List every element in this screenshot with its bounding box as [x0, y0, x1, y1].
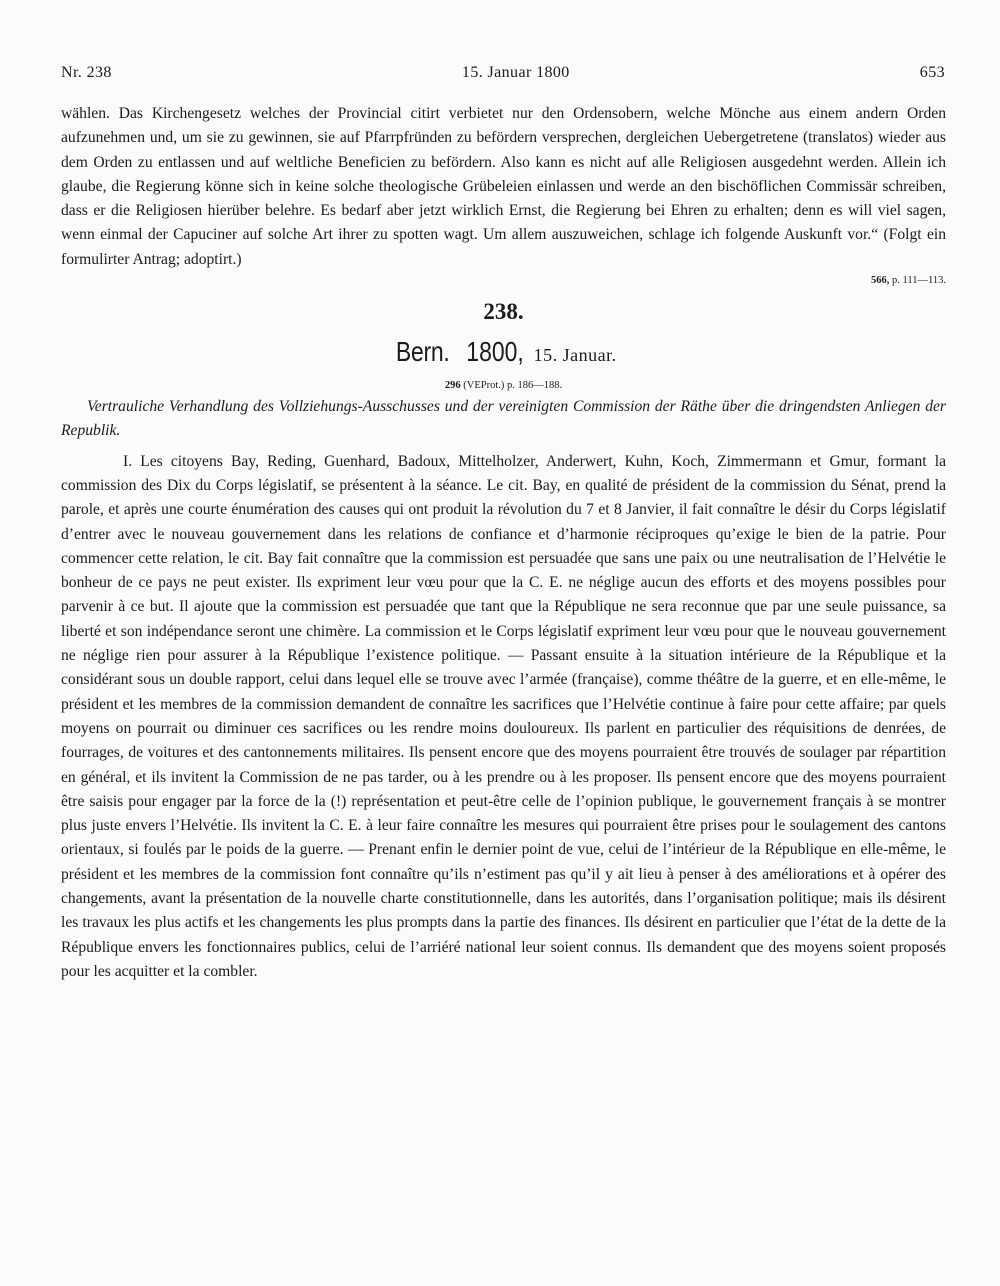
- document-city: Bern.: [396, 336, 450, 368]
- document-dateline: [61, 332, 946, 377]
- source-reference: [61, 377, 946, 395]
- page-number: 653: [919, 64, 945, 81]
- cross-reference: [61, 273, 946, 289]
- page-body: [61, 102, 946, 984]
- header-date: 15. Januar 1800: [461, 64, 570, 81]
- main-paragraph: I. Les citoyens Bay, Reding, Guenhard, Badoux, Mittelholzer, Anderwert, Kuhn, Koch, Zimmermann et Gmur, formant la commission des Dix du Corps législatif, se présentent à la séance. Le cit. Bay, en qualité de président de la commission du Sénat, prend la parole, et après une courte énumération des causes qui ont produit la révolution du 7 et 8 Janvier, il fait connaître le désir du Corps législatif d’entrer avec le nouveau gouvernement dans les relations de confiance et d’harmonie réciproques qu’exige le bien de la patrie. Pour commencer cette relation, le cit. Bay fait connaître que la commission est persuadée que sans une paix ou une neutralisation de l’Helvétie le bonheur de ce pays ne peut exister. Ils expriment leur vœu pour que la C. E. ne néglige aucun des efforts et des moyens possibles pour parvenir à ce but. Il ajoute que la commission est persuadée que tant que la République ne sera reconnue que par une seule puissance, sa liberté et son indépendance seront une chimère. La commission et le Corps législatif expriment leur vœu pour que le nouveau gouvernement ne néglige rien pour assurer à la République l’existence politique. — Passant ensuite à la situation intérieure de la République et la considérant sous un double rapport, celui dans lequel elle se trouve avec l’armée (française), comme théâtre de la guerre, et en elle-même, le président et les membres de la commission demandent de connaître les sacrifices que l’Helvétie continue à faire pour cette affaire; par quels moyens on pourrait ou diminuer ces sacrifices ou les rendre moins douloureux. Ils parlent en particulier des réquisitions de denrées, de fourrages, de voitures et des cantonnements militaires. Ils pensent encore que des moyens pourraient être trouvés de soulager par répartition en général, et ils invitent la Commission de ne pas tarder, ou à les prendre ou à les proposer. Ils pensent encore que des moyens pourraient être saisis pour engager par la force de la (!) représentation et peut-être celle de l’opinion publique, le gouvernement français à se montrer plus juste envers l’Helvétie. Ils invitent la C. E. à leur faire connaître les mesures qui pourraient être prises pour le soulagement des cantons orientaux, si foulés par le poids de la guerre. — Prenant enfin le dernier point de vue, celui de l’intérieur de la République en elle-même, le président et les membres de la commission font connaître qu’ils n’estiment pas qu’il y ait lieu à penser à des améliorations et à opérer des changements, avant la présentation de la nouvelle charte constitutionnelle, dans les autorités, dans l’organisation politique; mais ils désirent les travaux les plus actifs et les changements les plus prompts dans la partie des finances. Ils désirent en particulier que l’état de la dette de la République envers les fonctionnaires publics, celui de l’arriéré national leur soient connus. Ils demandent que des moyens soient proposés pour les acquitter et la combler.: [61, 452, 946, 980]
- reference-number: 566,: [871, 275, 890, 287]
- document-year: 1800,: [465, 336, 524, 368]
- document-date: 15. Januar.: [533, 345, 617, 366]
- continuation-paragraph: wählen. Das Kirchengesetz welches der Provincial citirt verbietet nur den Ordensobern, welche Mönche aus einem andern Orden aufzunehmen und, um sie zu gewinnen, sie auf Pfarrpfründen zu befördern versprechen, dergleichen Uebergetretene (translatos) wieder aus dem Orden zu entlassen und auf weltliche Beneficien zu befördern. Also kann es nicht auf alle Religiosen ausgedehnt werden. Allein ich glaube, die Regierung könne sich in keine solche theologische Grübeleien einlassen und werde an den bischöflichen Commissär schreiben, dass er die Religiosen hierüber belehre. Es bedarf aber jetzt wirklich Ernst, die Regierung bei Ehren zu erhalten; denn es will viel sagen, wenn einmal der Capuciner auf solche Art ihrer zu spotten wagt. Um allem auszuweichen, schlage ich folgende Auskunft vor.“ (Folgt ein formulirter Antrag; adoptirt.): [61, 105, 946, 268]
- source-text: (VEProt.) p. 186—188.: [463, 380, 563, 392]
- header-document-number: Nr. 238: [61, 64, 112, 81]
- source-number: 296: [444, 380, 461, 392]
- document-title: Vertrauliche Verhandlung des Vollziehungs-Ausschusses und der vereinigten Commission der Räthe über die dringendsten Anliegen der Republik.: [61, 398, 946, 440]
- running-header: [61, 64, 945, 82]
- reference-pages: p. 111—113.: [892, 275, 946, 287]
- document-number: 238.: [483, 299, 524, 325]
